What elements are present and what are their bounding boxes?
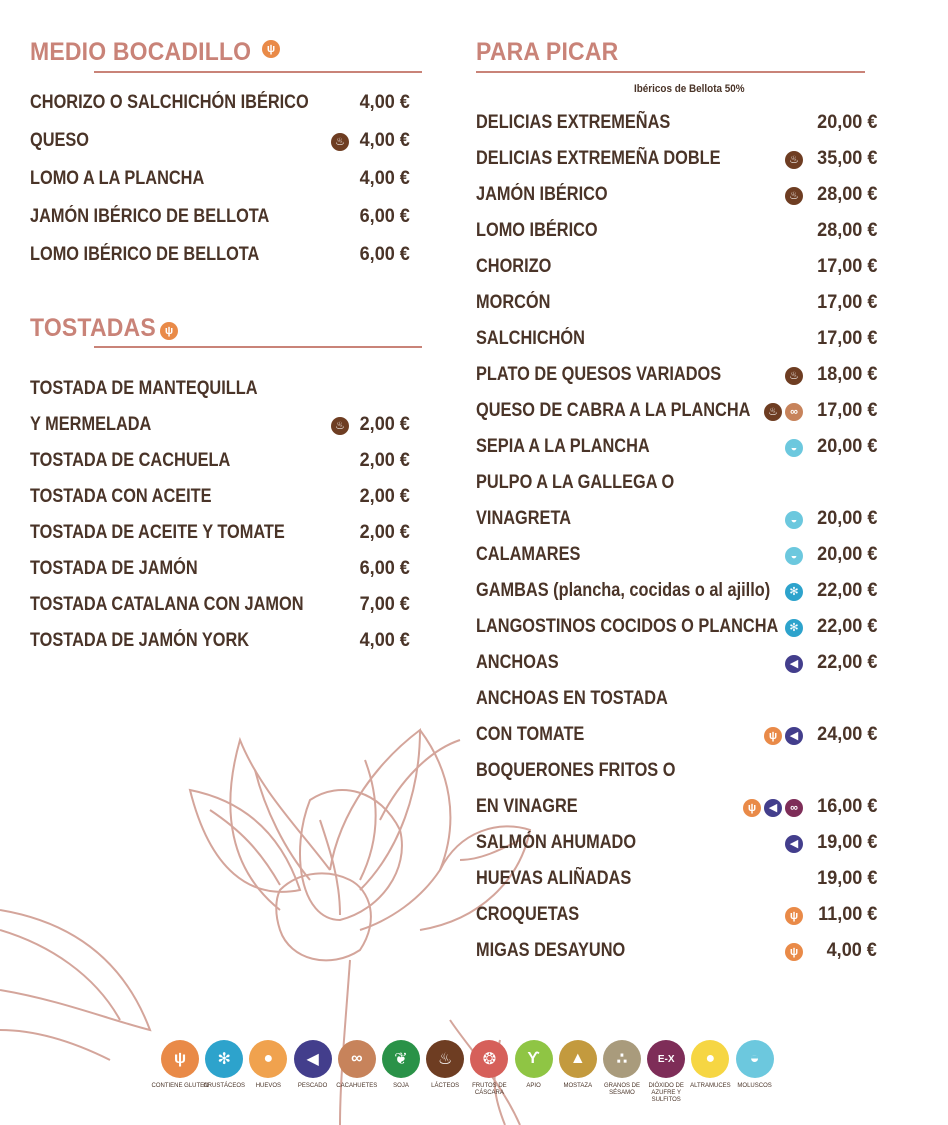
menu-item-name: ANCHOAS <box>476 652 559 673</box>
menu-item-price: 4,00 € <box>359 130 410 151</box>
moluscos-icon: ◒ <box>785 511 803 529</box>
menu-item-name: MIGAS DESAYUNO <box>476 940 626 961</box>
menu-item-name: SALCHICHÓN <box>476 328 585 349</box>
mostaza-icon: ▲ <box>559 1040 597 1078</box>
menu-item-name: QUESO <box>30 130 90 151</box>
menu-item-price: 2,00 € <box>359 414 410 435</box>
menu-item-price: 22,00 € <box>816 616 877 637</box>
legend-label: LÁCTEOS <box>431 1083 460 1089</box>
sulfitos-icon: E-X <box>647 1040 685 1078</box>
legend-label: ALTRAMUCES <box>690 1083 731 1089</box>
lacteos-icon: ♨ <box>785 187 803 205</box>
pescado-icon: ◀ <box>785 835 803 853</box>
menu-item-name: ANCHOAS EN TOSTADA <box>476 688 668 709</box>
gluten-icon: ψ <box>764 727 782 745</box>
lacteos-icon: ♨ <box>785 151 803 169</box>
menu-item-price: 20,00 € <box>816 112 877 133</box>
gluten-icon: ψ <box>743 799 761 817</box>
lacteos-icon: ♨ <box>426 1040 464 1078</box>
menu-item-name: QUESO DE CABRA A LA PLANCHA <box>476 400 751 421</box>
menu-item-name: GAMBAS (plancha, cocidas o al ajillo) <box>476 580 771 601</box>
gluten-icon: ψ <box>161 1040 199 1078</box>
legend-label: MOLUSCOS <box>737 1083 772 1089</box>
menu-item-name: TOSTADA DE ACEITE Y TOMATE <box>30 522 285 543</box>
menu-item-name: PULPO A LA GALLEGA O <box>476 472 675 493</box>
menu-item-name: JAMÓN IBÉRICO DE BELLOTA <box>30 206 270 227</box>
menu-item-name: EN VINAGRE <box>476 796 578 817</box>
pescado-icon: ◀ <box>785 655 803 673</box>
menu-item-name: TOSTADA DE JAMÓN YORK <box>30 630 250 651</box>
menu-item-price: 19,00 € <box>816 868 877 889</box>
huevos-icon: ● <box>249 1040 287 1078</box>
section-title-para-picar: PARA PICAR <box>476 38 619 66</box>
menu-item-price: 4,00 € <box>359 168 410 189</box>
menu-item-price: 18,00 € <box>816 364 877 385</box>
frutos-cascara-icon: ❂ <box>470 1040 508 1078</box>
sesamo-icon: ∴ <box>603 1040 641 1078</box>
menu-item-name: SALMÓN AHUMADO <box>476 832 637 853</box>
sulfitos-icon: ∞ <box>785 799 803 817</box>
menu-item-price: 20,00 € <box>816 436 877 457</box>
menu-item-name: SEPIA A LA PLANCHA <box>476 436 650 457</box>
pescado-icon: ◀ <box>764 799 782 817</box>
gluten-icon: ψ <box>262 40 280 58</box>
menu-item-price: 17,00 € <box>816 328 877 349</box>
section-title-tostadas: TOSTADAS <box>30 314 156 342</box>
crustaceos-icon: ✻ <box>785 619 803 637</box>
menu-item-price: 2,00 € <box>359 450 410 471</box>
menu-item-price: 17,00 € <box>816 292 877 313</box>
menu-item-name: JAMÓN IBÉRICO <box>476 184 608 205</box>
menu-item-name: PLATO DE QUESOS VARIADOS <box>476 364 722 385</box>
menu-item-name: LOMO A LA PLANCHA <box>30 168 205 189</box>
menu-item-price: 2,00 € <box>359 522 410 543</box>
cacahuetes-icon: ∞ <box>785 403 803 421</box>
legend-label: MOSTAZA <box>563 1083 593 1089</box>
cacahuetes-icon: ∞ <box>338 1040 376 1078</box>
menu-item-price: 28,00 € <box>816 184 877 205</box>
pescado-icon: ◀ <box>785 727 803 745</box>
crustaceos-icon: ✻ <box>785 583 803 601</box>
lacteos-icon: ♨ <box>764 403 782 421</box>
legend-label: HUEVOS <box>255 1083 282 1089</box>
menu-item-price: 20,00 € <box>816 544 877 565</box>
menu-item-name: LOMO IBÉRICO DE BELLOTA <box>30 244 260 265</box>
lacteos-icon: ♨ <box>331 133 349 151</box>
menu-item-price: 6,00 € <box>359 244 410 265</box>
menu-item-price: 22,00 € <box>816 652 877 673</box>
legend-label: CACAHUETES <box>336 1083 378 1089</box>
legend-label: PESCADO <box>297 1083 328 1089</box>
menu-item-price: 24,00 € <box>816 724 877 745</box>
menu-item-price: 17,00 € <box>816 400 877 421</box>
menu-item-name: DELICIAS EXTREMEÑAS <box>476 112 671 133</box>
moluscos-icon: ◒ <box>736 1040 774 1078</box>
crustaceos-icon: ✻ <box>205 1040 243 1078</box>
menu-item-name: VINAGRETA <box>476 508 572 529</box>
menu-item-name: CROQUETAS <box>476 904 580 925</box>
menu-item-name: MORCÓN <box>476 292 551 313</box>
title-rule <box>94 346 422 348</box>
menu-item-price: 6,00 € <box>359 558 410 579</box>
lacteos-icon: ♨ <box>331 417 349 435</box>
menu-item-name: Y MERMELADA <box>30 414 152 435</box>
pescado-icon: ◀ <box>294 1040 332 1078</box>
moluscos-icon: ◒ <box>785 547 803 565</box>
menu-item-price: 17,00 € <box>816 256 877 277</box>
menu-item-price: 16,00 € <box>816 796 877 817</box>
menu-item-name: LANGOSTINOS COCIDOS O PLANCHA <box>476 616 779 637</box>
menu-item-name: TOSTADA DE MANTEQUILLA <box>30 378 258 399</box>
menu-item-price: 11,00 € <box>817 904 877 925</box>
gluten-icon: ψ <box>160 322 178 340</box>
soja-icon: ❦ <box>382 1040 420 1078</box>
lacteos-icon: ♨ <box>785 367 803 385</box>
menu-item-name: CHORIZO O SALCHICHÓN IBÉRICO <box>30 92 309 113</box>
legend-label: SOJA <box>393 1083 409 1089</box>
menu-item-price: 4,00 € <box>826 940 877 961</box>
menu-item-price: 7,00 € <box>359 594 410 615</box>
legend-label: APIO <box>526 1083 541 1089</box>
subtitle-ibericos: Ibéricos de Bellota 50% <box>634 83 745 95</box>
menu-item-price: 4,00 € <box>359 630 410 651</box>
legend-label: DIÓXIDO DE AZUFRE Y SULFITOS <box>648 1083 684 1103</box>
section-title-medio-bocadillo: MEDIO BOCADILLO <box>30 38 252 66</box>
legend-label: FRUTOS DE CÁSCARA <box>472 1083 507 1096</box>
altramuces-icon: ● <box>691 1040 729 1078</box>
menu-item-name: CHORIZO <box>476 256 552 277</box>
menu-item-name: CALAMARES <box>476 544 581 565</box>
menu-item-price: 2,00 € <box>359 486 410 507</box>
menu-item-name: TOSTADA CON ACEITE <box>30 486 212 507</box>
menu-item-price: 28,00 € <box>816 220 877 241</box>
menu-item-name: LOMO IBÉRICO <box>476 220 598 241</box>
apio-icon: ϒ <box>515 1040 553 1078</box>
legend-label: CRUSTÁCEOS <box>203 1083 246 1089</box>
menu-item-price: 35,00 € <box>816 148 877 169</box>
menu-item-name: DELICIAS EXTREMEÑA DOBLE <box>476 148 721 169</box>
menu-item-name: BOQUERONES FRITOS O <box>476 760 676 781</box>
menu-item-price: 19,00 € <box>816 832 877 853</box>
gluten-icon: ψ <box>785 907 803 925</box>
moluscos-icon: ◒ <box>785 439 803 457</box>
menu-item-name: TOSTADA DE CACHUELA <box>30 450 231 471</box>
legend-label: GRANOS DE SÉSAMO <box>603 1083 640 1096</box>
gluten-icon: ψ <box>785 943 803 961</box>
menu-item-price: 20,00 € <box>816 508 877 529</box>
menu-item-price: 22,00 € <box>816 580 877 601</box>
menu-item-price: 6,00 € <box>359 206 410 227</box>
menu-item-name: CON TOMATE <box>476 724 585 745</box>
title-rule <box>94 71 422 73</box>
menu-item-name: HUEVAS ALIÑADAS <box>476 868 632 889</box>
title-rule <box>476 71 865 73</box>
menu-item-price: 4,00 € <box>359 92 410 113</box>
menu-item-name: TOSTADA DE JAMÓN <box>30 558 198 579</box>
menu-item-name: TOSTADA CATALANA CON JAMON <box>30 594 304 615</box>
legend-label: CONTIENE GLUTEN <box>151 1083 209 1089</box>
